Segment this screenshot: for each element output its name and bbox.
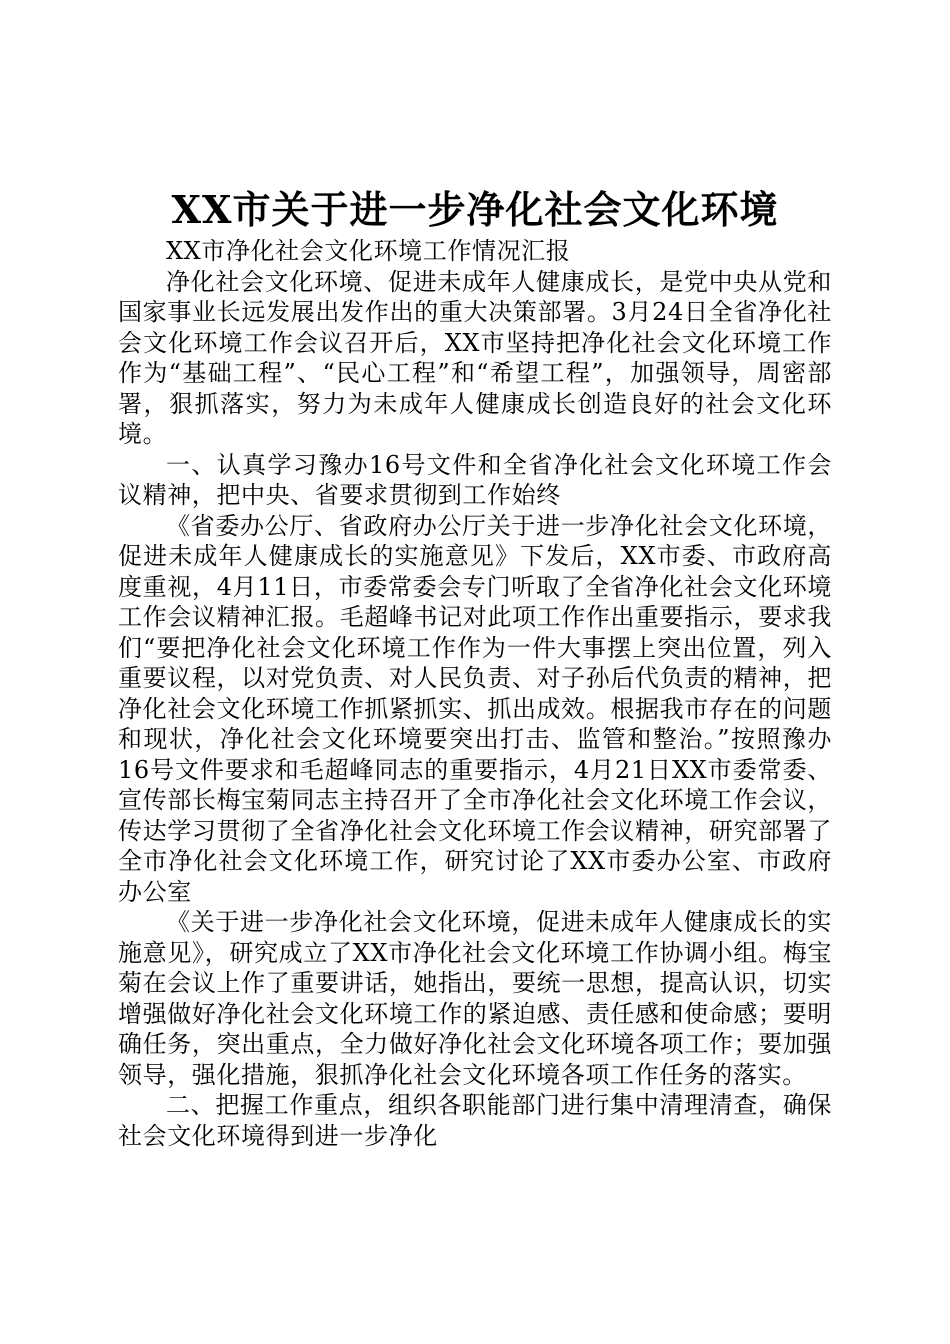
- document-title: XX市关于进一步净化社会文化环境: [171, 187, 779, 232]
- document-body: [118, 236, 832, 1151]
- section-heading-2: 二、把握工作重点，组织各职能部门进行集中清理清查，确保社会文化环境得到进一步净化: [118, 1091, 832, 1150]
- report-subtitle: XX市净化社会文化环境工作情况汇报: [166, 237, 571, 265]
- body-paragraph-2: 《关于进一步净化社会文化环境，促进未成年人健康成长的实施意见》，研究成立了XX市净化社会文化环境工作协调小组。梅宝菊在会议上作了重要讲话，她指出，要统一思想，提高认识，切实增强做好净化社会文化环境工作的紧迫感、责任感和使命感；要明确任务，突出重点，全力做好净化社会文化环境各项工作；要加强领导，强化措施，狠抓净化社会文化环境各项工作任务的落实。: [118, 908, 832, 1089]
- body-paragraph-1: 《省委办公厅、省政府办公厅关于进一步净化社会文化环境，促进未成年人健康成长的实施意见》下发后，XX市委、市政府高度重视，4月11日，市委常委会专门听取了全省净化社会文化环境工作会议精神汇报。毛超峰书记对此项工作作出重要指示，要求我们“要把净化社会文化环境工作作为一件大事摆上突出位置，列入重要议程，以对党负责、对人民负责、对子孙后代负责的精神，把净化社会文化环境工作抓紧抓实、抓出成效。根据我市存在的问题和现状，净化社会文化环境要突出打击、监管和整治。”按照豫办16号文件要求和毛超峰同志的重要指示，4月21日XX市委常委、宣传部长梅宝菊同志主持召开了全市净化社会文化环境工作会议，传达学习贯彻了全省净化社会文化环境工作会议精神，研究部署了全市净化社会文化环境工作，研究讨论了XX市委办公室、市政府办公室: [118, 511, 832, 906]
- section-heading-1: 一、认真学习豫办16号文件和全省净化社会文化环境工作会议精神，把中央、省要求贯彻到工作始终: [118, 450, 832, 509]
- intro-paragraph: 净化社会文化环境、促进未成年人健康成长，是党中央从党和国家事业长远发展出发作出的重大决策部署。3月24日全省净化社会文化环境工作会议召开后，XX市坚持把净化社会文化环境工作作为“基础工程”、“民心工程”和“希望工程”，加强领导，周密部署，狠抓落实，努力为未成年人健康成长创造良好的社会文化环境。: [118, 267, 832, 448]
